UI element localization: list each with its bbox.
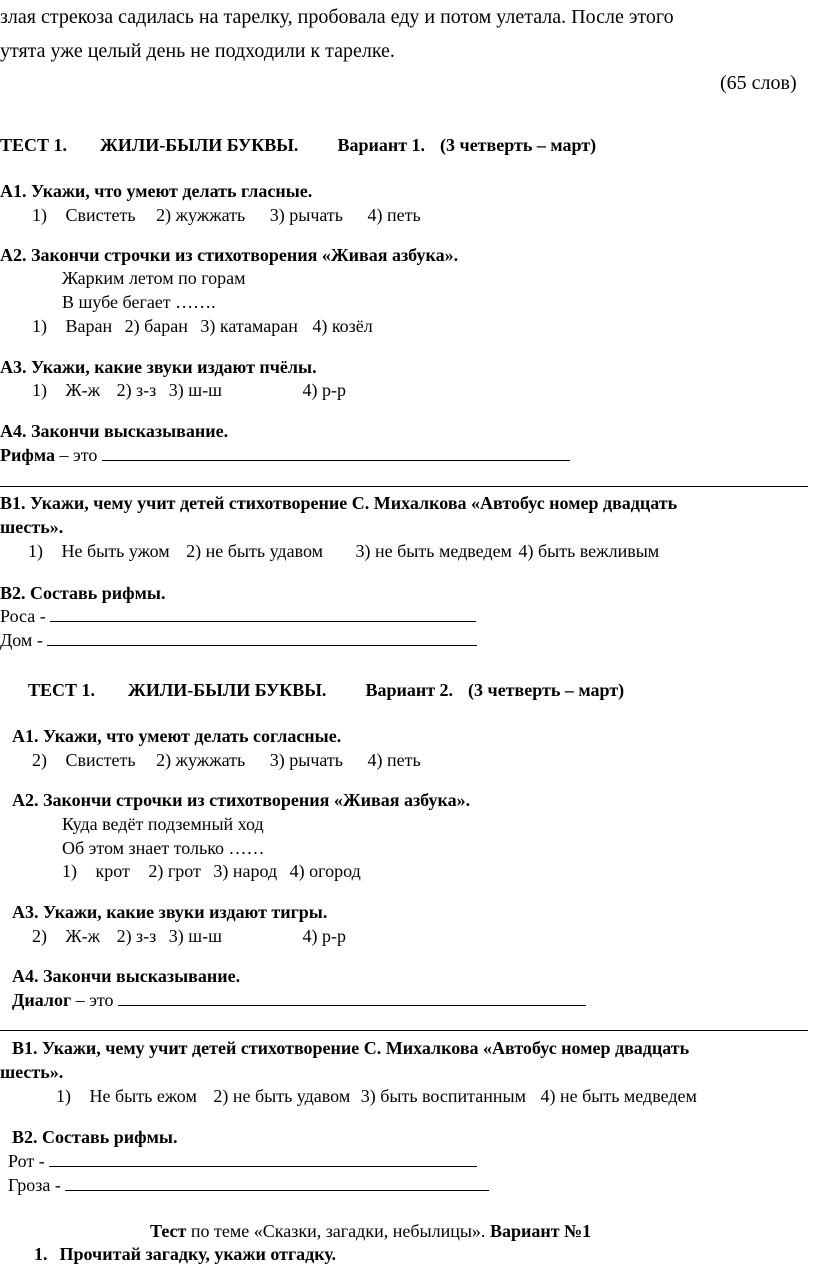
variant2-header	[28, 679, 624, 701]
v1-b1-question-1: В1. Укажи, чему учит детей стихотворение С. Михалкова «Автобус номер двадцать	[0, 493, 678, 513]
option: Не быть ежом	[89, 1086, 197, 1106]
option: 2) баран	[124, 316, 188, 336]
answer-blank[interactable]	[47, 629, 477, 646]
v2-b2-question: В2. Составь рифмы.	[12, 1127, 178, 1147]
v1-a1-question: А1. Укажи, что умеют делать гласные.	[0, 181, 313, 201]
option: Свистеть	[65, 205, 136, 225]
answer-blank[interactable]	[65, 1174, 489, 1191]
option: 4) козёл	[312, 316, 373, 336]
variant-label: Вариант 2.	[365, 680, 454, 700]
option: 2) грот	[148, 861, 201, 881]
option: 3) рычать	[269, 750, 343, 770]
v2-b1-question-2: шесть».	[0, 1062, 64, 1082]
answer-blank[interactable]	[50, 605, 476, 622]
v2-a4-question: А4. Закончи высказывание.	[12, 966, 241, 986]
intro-line-2: утята уже целый день не подходили к тарелке.	[0, 40, 395, 62]
option: 2) не быть удавом	[186, 541, 324, 561]
test-topic: ЖИЛИ-БЫЛИ БУКВЫ.	[100, 135, 299, 155]
option: 2) з-з	[116, 926, 157, 946]
v2-rhyme-1: Рот -	[8, 1150, 477, 1172]
v1-a2-options: 1) Варан 2) баран 3) катамаран 4) козёл	[32, 316, 373, 336]
divider	[0, 486, 808, 487]
option: 4) не быть медведем	[540, 1086, 697, 1106]
next-test-title: Тест по теме «Сказки, загадки, небылицы». Вариант №1	[150, 1221, 592, 1241]
v1-a4-question: А4. Закончи высказывание.	[0, 421, 229, 441]
option: 2) жужжать	[156, 750, 246, 770]
option: 2) жужжать	[156, 205, 246, 225]
option: 2) не быть удавом	[213, 1086, 351, 1106]
v2-a2-options: 1) крот 2) грот 3) народ 4) огород	[62, 861, 361, 881]
v1-poem-line-2: В шубе бегает …….	[62, 292, 216, 312]
option: 2) з-з	[116, 380, 157, 400]
option: 4) быть вежливым	[518, 541, 660, 561]
v1-b1-question-2: шесть».	[0, 517, 64, 537]
answer-blank[interactable]	[102, 444, 570, 461]
v2-a1-options: 2) Свистеть 2) жужжать 3) рычать 4) петь	[32, 750, 421, 770]
next-task: 1. Прочитай загадку, укажи отгадку.	[34, 1244, 337, 1264]
option: Ж-ж	[65, 926, 101, 946]
option: 4) петь	[367, 750, 421, 770]
test-topic: ЖИЛИ-БЫЛИ БУКВЫ.	[128, 680, 327, 700]
option: 4) р-р	[302, 926, 346, 946]
v1-rhyme-2: Дом -	[0, 629, 477, 651]
option: Варан	[65, 316, 113, 336]
test-label: ТЕСТ 1.	[28, 680, 96, 700]
v2-rhyme-2: Гроза -	[8, 1174, 489, 1196]
option: Не быть ужом	[61, 541, 170, 561]
word-count: (65 слов)	[720, 72, 797, 94]
v2-a3-options: 2) Ж-ж 2) з-з 3) ш-ш 4) р-р	[32, 926, 346, 946]
v1-a3-question: А3. Укажи, какие звуки издают пчёлы.	[0, 357, 317, 377]
option: 3) ш-ш	[168, 926, 222, 946]
v2-a2-question: А2. Закончи строчки из стихотворения «Живая азбука».	[12, 790, 471, 810]
option: Свистеть	[65, 750, 136, 770]
variant-label: Вариант 1.	[337, 135, 426, 155]
v2-poem-line-2: Об этом знает только ……	[62, 838, 265, 858]
divider	[0, 1030, 808, 1031]
v1-rhyme-1: Роса -	[0, 605, 476, 627]
v1-b2-question: В2. Составь рифмы.	[0, 583, 166, 603]
option: 3) народ	[213, 861, 278, 881]
option: 3) не быть медведем	[355, 541, 512, 561]
v1-a3-options: 1) Ж-ж 2) з-з 3) ш-ш 4) р-р	[32, 380, 346, 400]
option: Ж-ж	[65, 380, 101, 400]
v2-a1-question: А1. Укажи, что умеют делать согласные.	[12, 726, 342, 746]
v1-poem-line-1: Жарким летом по горам	[62, 268, 246, 288]
v2-poem-line-1: Куда ведёт подземный ход	[62, 814, 264, 834]
test-label: ТЕСТ 1.	[0, 135, 68, 155]
option: 4) р-р	[302, 380, 346, 400]
v2-b1-question-1: В1. Укажи, чему учит детей стихотворение С. Михалкова «Автобус номер двадцать	[12, 1038, 690, 1058]
answer-blank[interactable]	[118, 989, 586, 1006]
intro-line-1: злая стрекоза садилась на тарелку, пробовала еду и потом улетала. После этого	[0, 6, 674, 28]
option: 3) катамаран	[200, 316, 298, 336]
v1-a1-options: 1) Свистеть 2) жужжать 3) рычать 4) петь	[32, 205, 421, 225]
term: Рифма	[0, 445, 55, 465]
v1-a4-answer: Рифма – это	[0, 444, 570, 466]
v1-a2-question: А2. Закончи строчки из стихотворения «Живая азбука».	[0, 245, 459, 265]
option: 4) огород	[289, 861, 361, 881]
v2-a4-answer: Диалог – это	[12, 989, 586, 1011]
quarter-label: (3 четверть – март)	[468, 680, 625, 700]
option: крот	[95, 861, 130, 881]
answer-blank[interactable]	[49, 1150, 477, 1167]
term: Диалог	[12, 990, 72, 1010]
v2-a3-question: А3. Укажи, какие звуки издают тигры.	[12, 902, 328, 922]
v2-b1-options: 1) Не быть ежом 2) не быть удавом 3) быть воспитанным 4) не быть медведем	[56, 1086, 697, 1106]
variant1-header	[0, 134, 596, 156]
quarter-label: (3 четверть – март)	[440, 135, 597, 155]
option: 4) петь	[367, 205, 421, 225]
option: 3) ш-ш	[168, 380, 222, 400]
option: 3) рычать	[269, 205, 343, 225]
option: 3) быть воспитанным	[360, 1086, 526, 1106]
v1-b1-options: 1) Не быть ужом 2) не быть удавом 3) не быть медведем 4) быть вежливым	[28, 541, 660, 561]
